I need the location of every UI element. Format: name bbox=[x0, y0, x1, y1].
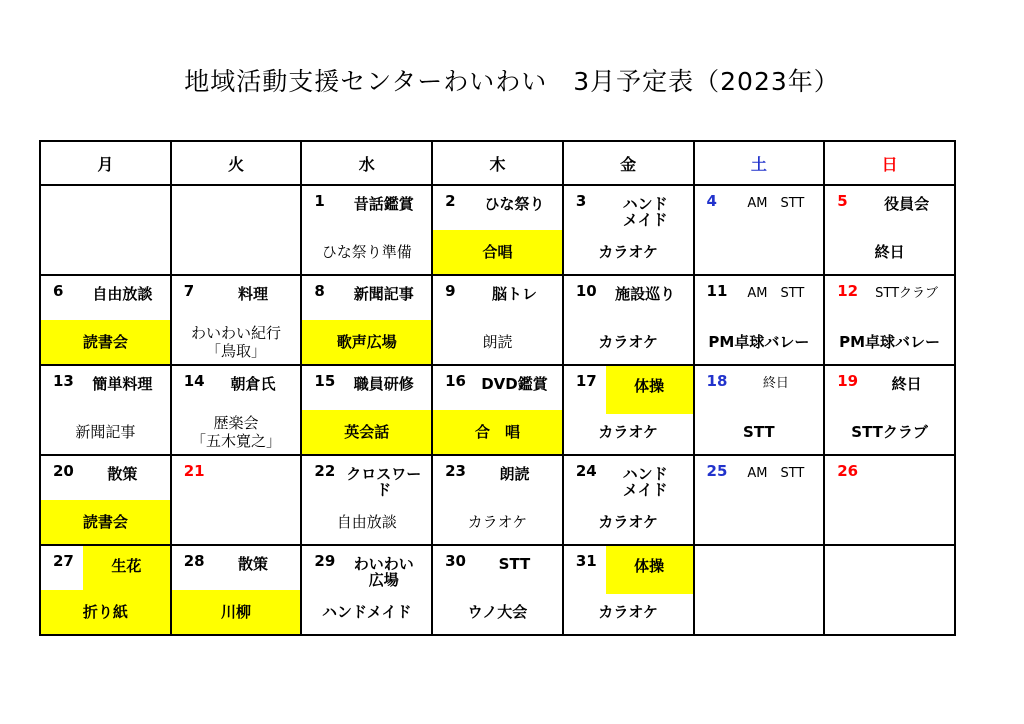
afternoon-event bbox=[825, 500, 954, 544]
day-cell-top bbox=[695, 186, 824, 230]
day-cell-top bbox=[564, 366, 693, 410]
day-cell bbox=[301, 365, 432, 455]
day-cell bbox=[824, 455, 955, 545]
week-row bbox=[40, 365, 955, 455]
day-cell bbox=[824, 275, 955, 365]
day-number: 27 bbox=[53, 552, 74, 570]
day-cell bbox=[301, 275, 432, 365]
day-number: 3 bbox=[575, 192, 587, 210]
day-number: 5 bbox=[837, 192, 848, 210]
week-row bbox=[40, 455, 955, 545]
day-cell-top bbox=[564, 276, 693, 320]
day-cell-top bbox=[41, 366, 170, 410]
day-cell-top bbox=[433, 186, 562, 230]
day-number: 10 bbox=[575, 282, 597, 300]
day-number: 21 bbox=[183, 462, 205, 480]
morning-event: 終日 bbox=[762, 376, 789, 391]
morning-event: 朗読 bbox=[499, 465, 530, 483]
day-cell bbox=[171, 185, 302, 275]
afternoon-event: STTクラブ bbox=[851, 423, 928, 441]
header-wed: 水 bbox=[301, 141, 432, 185]
day-cell-top bbox=[302, 366, 431, 410]
week-row bbox=[40, 275, 955, 365]
day-cell-top bbox=[564, 456, 693, 500]
day-cell-top bbox=[41, 546, 170, 590]
day-cell bbox=[563, 365, 694, 455]
day-number: 9 bbox=[445, 282, 456, 300]
afternoon-event: 合唱 bbox=[433, 230, 562, 274]
header-sun: 日 bbox=[824, 141, 955, 185]
day-number: 16 bbox=[445, 372, 466, 390]
morning-event bbox=[733, 550, 820, 556]
day-cell bbox=[40, 455, 171, 545]
day-cell bbox=[694, 185, 825, 275]
morning-event bbox=[210, 190, 297, 196]
day-number: 4 bbox=[706, 192, 717, 210]
afternoon-event bbox=[172, 230, 301, 274]
morning-event bbox=[210, 460, 297, 466]
day-number: 24 bbox=[575, 462, 597, 480]
day-number: 14 bbox=[183, 372, 205, 390]
day-cell-top bbox=[825, 546, 954, 590]
day-cell-top bbox=[172, 186, 301, 230]
morning-event: 朝倉氏 bbox=[230, 375, 276, 393]
day-number: 25 bbox=[706, 462, 728, 480]
morning-event bbox=[863, 550, 950, 556]
day-cell bbox=[171, 545, 302, 635]
day-cell-top bbox=[695, 456, 824, 500]
morning-event: AM STT bbox=[747, 286, 805, 301]
afternoon-event bbox=[695, 590, 824, 634]
day-cell bbox=[171, 275, 302, 365]
afternoon-event: 読書会 bbox=[41, 500, 170, 544]
morning-event: わいわい 広場 bbox=[353, 555, 414, 589]
day-number: 7 bbox=[183, 282, 195, 300]
morning-event: 職員研修 bbox=[353, 375, 414, 393]
morning-event: 新聞記事 bbox=[353, 285, 414, 303]
day-cell bbox=[824, 185, 955, 275]
afternoon-event: 川柳 bbox=[172, 590, 301, 634]
morning-event bbox=[79, 190, 166, 196]
day-cell-top bbox=[433, 276, 562, 320]
day-number: 31 bbox=[575, 552, 597, 570]
day-cell bbox=[432, 545, 563, 635]
header-sat: 土 bbox=[694, 141, 825, 185]
day-cell bbox=[301, 185, 432, 275]
day-cell-top bbox=[302, 186, 431, 230]
day-number: 15 bbox=[314, 372, 336, 390]
morning-event: 自由放談 bbox=[92, 285, 153, 303]
day-cell bbox=[40, 545, 171, 635]
afternoon-event: 朗読 bbox=[482, 333, 513, 351]
day-number: 18 bbox=[706, 372, 728, 390]
header-mon: 月 bbox=[40, 141, 171, 185]
afternoon-event: 歌声広場 bbox=[302, 320, 431, 364]
day-cell-top bbox=[433, 456, 562, 500]
afternoon-event: STT bbox=[743, 423, 775, 441]
day-number: 30 bbox=[445, 552, 466, 570]
afternoon-event: ハンドメイド bbox=[321, 603, 412, 621]
day-cell bbox=[694, 275, 825, 365]
afternoon-event: わいわい紀行 「鳥取」 bbox=[191, 324, 282, 360]
day-cell bbox=[563, 455, 694, 545]
day-cell bbox=[40, 185, 171, 275]
morning-event: クロスワー ド bbox=[346, 465, 422, 499]
day-cell bbox=[563, 545, 694, 635]
day-number bbox=[837, 550, 863, 552]
day-cell-top bbox=[433, 366, 562, 410]
day-cell bbox=[432, 275, 563, 365]
day-number: 11 bbox=[706, 282, 728, 300]
schedule-calendar bbox=[39, 140, 956, 636]
day-cell bbox=[824, 545, 955, 635]
morning-event: ハンド メイド bbox=[622, 195, 668, 229]
morning-event: 散策 bbox=[238, 555, 269, 573]
day-cell-top bbox=[564, 546, 693, 590]
morning-event: 施設巡り bbox=[615, 285, 676, 303]
day-cell-top bbox=[172, 546, 301, 590]
afternoon-event bbox=[695, 500, 824, 544]
day-cell-top bbox=[433, 546, 562, 590]
morning-event: 体操 bbox=[606, 546, 693, 594]
afternoon-event bbox=[825, 590, 954, 634]
day-number: 23 bbox=[445, 462, 466, 480]
day-cell-top bbox=[825, 366, 954, 410]
day-cell-top bbox=[41, 186, 170, 230]
day-cell-top bbox=[172, 456, 301, 500]
afternoon-event: 歴楽会 「五木寛之」 bbox=[191, 414, 282, 450]
day-number: 19 bbox=[837, 372, 859, 390]
afternoon-event: 終日 bbox=[874, 243, 905, 261]
day-cell-top bbox=[695, 276, 824, 320]
afternoon-event: 読書会 bbox=[41, 320, 170, 364]
day-cell bbox=[432, 185, 563, 275]
morning-event: 散策 bbox=[107, 465, 138, 483]
morning-event: 役員会 bbox=[884, 195, 930, 213]
afternoon-event: ひな祭り準備 bbox=[321, 243, 412, 261]
day-cell-top bbox=[41, 276, 170, 320]
day-number: 26 bbox=[837, 462, 859, 480]
day-number: 8 bbox=[314, 282, 325, 300]
afternoon-event: 新聞記事 bbox=[75, 423, 136, 441]
day-cell bbox=[40, 365, 171, 455]
day-cell-top bbox=[172, 366, 301, 410]
afternoon-event: 自由放談 bbox=[336, 513, 397, 531]
afternoon-event: 英会話 bbox=[302, 410, 431, 454]
day-number bbox=[53, 190, 79, 192]
afternoon-event: PM卓球バレー bbox=[839, 333, 941, 351]
header-tue: 火 bbox=[171, 141, 302, 185]
day-cell-top bbox=[825, 276, 954, 320]
morning-event: ハンド メイド bbox=[622, 465, 668, 499]
afternoon-event: ウノ大会 bbox=[467, 603, 528, 621]
day-number: 13 bbox=[53, 372, 74, 390]
morning-event bbox=[863, 460, 950, 466]
day-number: 2 bbox=[445, 192, 456, 210]
day-cell-top bbox=[302, 276, 431, 320]
day-cell-top bbox=[302, 456, 431, 500]
day-cell-top bbox=[825, 456, 954, 500]
morning-event: 簡単料理 bbox=[92, 375, 153, 393]
morning-event: STT bbox=[498, 555, 531, 573]
afternoon-event: カラオケ bbox=[467, 513, 528, 531]
morning-event: AM STT bbox=[747, 196, 805, 211]
morning-event: 料理 bbox=[238, 285, 269, 303]
morning-event: 体操 bbox=[606, 366, 693, 414]
day-cell bbox=[694, 365, 825, 455]
afternoon-event: 合 唱 bbox=[433, 410, 562, 454]
week-row bbox=[40, 185, 955, 275]
day-number bbox=[184, 190, 210, 192]
day-number: 17 bbox=[575, 372, 597, 390]
afternoon-event: カラオケ bbox=[598, 333, 659, 351]
morning-event: 終日 bbox=[891, 375, 922, 393]
afternoon-event bbox=[172, 500, 301, 544]
page-title: 地域活動支援センターわいわい 3月予定表（2023年） bbox=[184, 67, 840, 96]
day-cell-top bbox=[302, 546, 431, 590]
day-cell-top bbox=[825, 186, 954, 230]
day-cell bbox=[301, 545, 432, 635]
day-cell bbox=[694, 455, 825, 545]
day-cell bbox=[171, 455, 302, 545]
afternoon-event bbox=[41, 230, 170, 274]
afternoon-event bbox=[695, 230, 824, 274]
day-cell bbox=[563, 275, 694, 365]
week-row bbox=[40, 545, 955, 635]
day-cell bbox=[301, 455, 432, 545]
afternoon-event: カラオケ bbox=[598, 243, 659, 261]
day-number bbox=[707, 550, 733, 552]
afternoon-event: PM卓球バレー bbox=[708, 333, 810, 351]
day-cell-top bbox=[564, 186, 693, 230]
day-number: 29 bbox=[314, 552, 336, 570]
morning-event: 生花 bbox=[83, 546, 170, 594]
day-cell bbox=[432, 365, 563, 455]
header-thu: 木 bbox=[432, 141, 563, 185]
weekday-header-row bbox=[40, 141, 955, 185]
day-number: 20 bbox=[53, 462, 74, 480]
day-cell bbox=[40, 275, 171, 365]
day-number: 28 bbox=[183, 552, 205, 570]
morning-event: ひな祭り bbox=[484, 195, 545, 213]
day-cell bbox=[694, 545, 825, 635]
day-number: 6 bbox=[53, 282, 64, 300]
day-cell bbox=[171, 365, 302, 455]
day-cell-top bbox=[172, 276, 301, 320]
morning-event: AM STT bbox=[747, 466, 805, 481]
day-cell-top bbox=[695, 546, 824, 590]
morning-event: DVD鑑賞 bbox=[481, 375, 548, 393]
day-cell-top bbox=[41, 456, 170, 500]
afternoon-event: カラオケ bbox=[598, 603, 659, 621]
day-number: 1 bbox=[314, 192, 325, 210]
day-cell bbox=[824, 365, 955, 455]
day-number: 12 bbox=[837, 282, 859, 300]
day-cell-top bbox=[695, 366, 824, 410]
day-cell bbox=[432, 455, 563, 545]
morning-event: 昔話鑑賞 bbox=[353, 195, 414, 213]
morning-event: 脳トレ bbox=[491, 285, 537, 303]
day-cell bbox=[563, 185, 694, 275]
afternoon-event: カラオケ bbox=[598, 423, 659, 441]
morning-event: STTクラブ bbox=[875, 286, 939, 301]
day-number: 22 bbox=[314, 462, 336, 480]
afternoon-event: カラオケ bbox=[598, 513, 659, 531]
afternoon-event: 折り紙 bbox=[41, 590, 170, 634]
header-fri: 金 bbox=[563, 141, 694, 185]
